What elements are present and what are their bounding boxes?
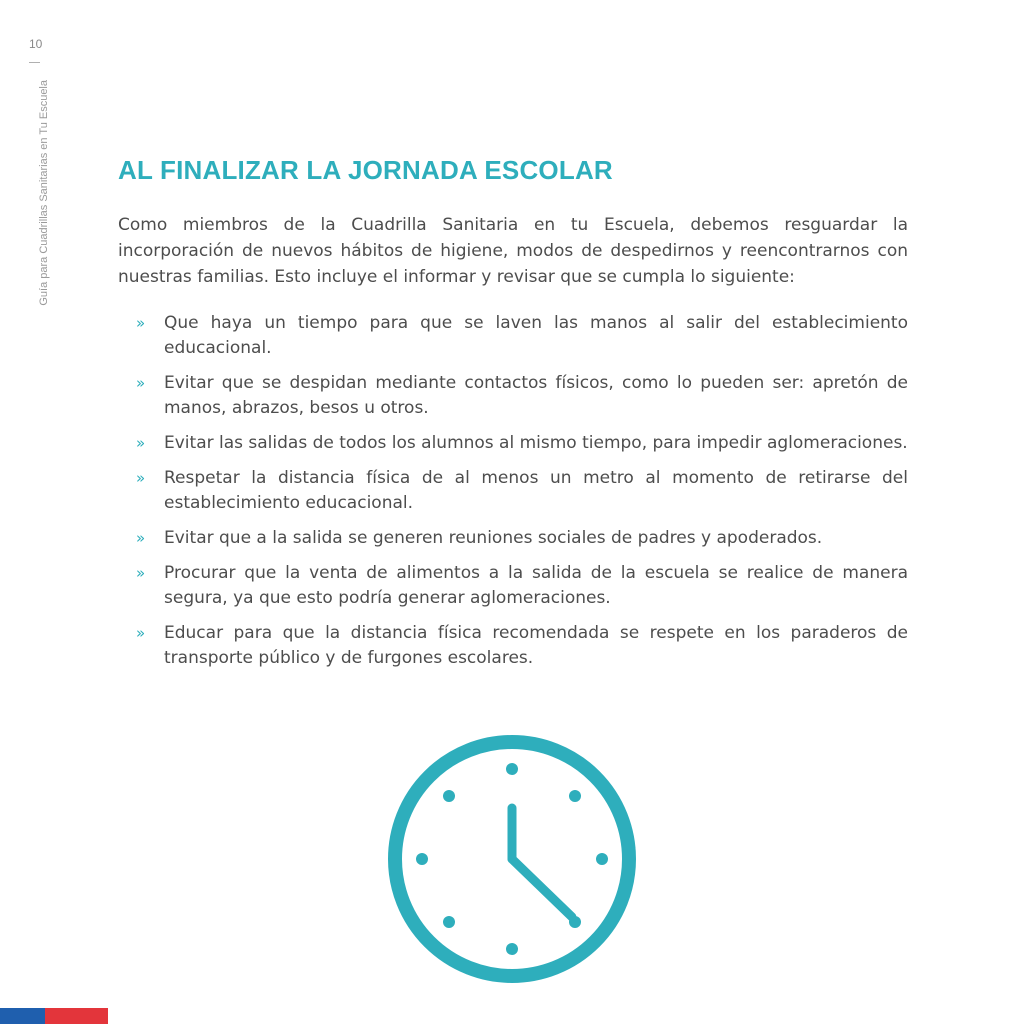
list-item-text: Evitar las salidas de todos los alumnos al mismo tiempo, para impedir aglomeraciones. — [164, 433, 908, 453]
section-title: AL FINALIZAR LA JORNADA ESCOLAR — [118, 155, 613, 185]
list-item-text: Procurar que la venta de alimentos a la salida de la escuela se realice de manera segura, ya que esto podría generar aglomeraciones. — [164, 563, 908, 608]
clock-icon — [385, 732, 639, 986]
bullet-marker: » — [136, 434, 146, 452]
list-item — [136, 526, 908, 551]
running-header-text: Guía para Cuadrillas Sanitarias en Tu Escuela — [38, 80, 50, 306]
bullet-marker: » — [136, 314, 146, 332]
list-item — [136, 466, 908, 516]
bullet-marker: » — [136, 529, 146, 547]
flag-stripe-blue — [0, 1008, 45, 1024]
bullet-marker: » — [136, 624, 146, 642]
list-item — [136, 311, 908, 361]
list-item — [136, 561, 908, 611]
clock-minute-hand — [512, 859, 572, 917]
list-item-text: Evitar que a la salida se generen reuniones sociales de padres y apoderados. — [164, 528, 823, 548]
bullet-marker: » — [136, 469, 146, 487]
bullet-marker: » — [136, 564, 146, 582]
flag-stripe-red — [45, 1008, 108, 1024]
page-number: 10 — [29, 37, 43, 51]
bullet-marker: » — [136, 374, 146, 392]
intro-paragraph: Como miembros de la Cuadrilla Sanitaria en tu Escuela, debemos resguardar la incorporación de nuevos hábitos de higiene, modos de despedirnos y reencontrarnos con nuestras familias. Esto incluye el informar y revisar que se cumpla lo siguiente: — [118, 215, 908, 287]
list-item-text: Respetar la distancia física de al menos un metro al momento de retirarse del establecimiento educacional. — [164, 468, 908, 513]
list-item — [136, 371, 908, 421]
list-item — [136, 431, 908, 456]
list-item-text: Evitar que se despidan mediante contactos físicos, como lo pueden ser: apretón de manos, abrazos, besos u otros. — [164, 373, 908, 418]
list-item-text: Que haya un tiempo para que se laven las manos al salir del establecimiento educacional. — [164, 313, 908, 358]
header-divider — [29, 62, 40, 63]
list-item — [136, 621, 908, 671]
bullet-list — [136, 311, 908, 681]
list-item-text: Educar para que la distancia física recomendada se respete en los paraderos de transporte público y de furgones escolares. — [164, 623, 908, 668]
